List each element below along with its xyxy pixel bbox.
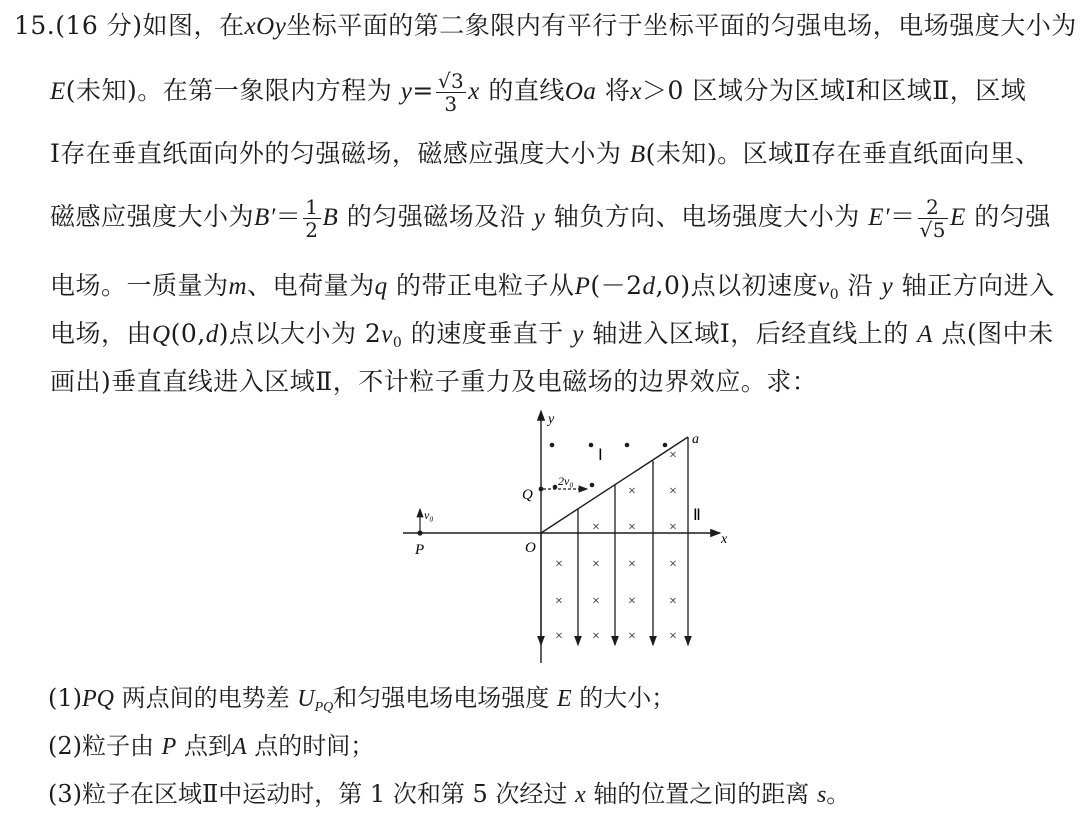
field-cross: × (669, 629, 677, 644)
region-2-label: Ⅱ (693, 507, 701, 524)
field-cross: × (555, 629, 563, 644)
field-dot (550, 443, 555, 448)
problem-line-7: 画出)垂直直线进入区域Ⅱ，不计粒子重力及电磁场的边界效应。求： (50, 367, 818, 396)
line-oa-label: a (692, 432, 699, 447)
question-1: (1)PQ 两点间的电势差 $U_{PQ}$和匀强电场电场强度 E 的大小； (48, 684, 676, 715)
field-cross: × (555, 557, 563, 572)
point-q (539, 487, 544, 492)
question-3: (3)粒子在区域Ⅱ中运动时，第 1 次和第 5 次经过 x 轴的位置之间的距离 s。 (48, 780, 851, 808)
fraction-sqrt3-over-3: $\frac{√3}{3}$ (437, 69, 465, 116)
problem-line-4: 磁感应强度大小为B′＝ $\frac{1}{2}$ B 的匀强磁场及沿 y 轴负方向、电场强度大小为 E′＝ $\frac{2}{√5}$ E 的匀强 (50, 195, 1051, 242)
problem-score: (16 分) (55, 11, 143, 40)
field-diagram (395, 405, 755, 673)
field-cross: × (669, 484, 677, 499)
field-cross: × (592, 557, 600, 572)
point-p-label: P (415, 542, 425, 558)
field-dot (590, 483, 595, 488)
fraction-1-over-2: $\frac{1}{2}$ (305, 195, 319, 242)
electric-field-lines (541, 437, 688, 645)
field-cross: × (555, 594, 563, 609)
field-cross: × (669, 557, 677, 572)
field-dot (663, 443, 668, 448)
y-axis-label: y (548, 412, 555, 427)
field-cross: × (628, 484, 636, 499)
origin-label: O (525, 540, 536, 556)
problem-line-3: Ⅰ存在垂直纸面向外的匀强磁场，磁感应强度大小为 B(未知)。区域Ⅱ存在垂直纸面向里、 (50, 139, 1041, 168)
field-cross: × (592, 629, 600, 644)
field-dot (625, 443, 630, 448)
field-cross: × (669, 448, 677, 463)
field-cross: × (628, 594, 636, 609)
field-cross: × (669, 520, 677, 535)
velocity-v0-label: v₀ (424, 508, 434, 522)
field-cross: × (628, 520, 636, 535)
field-cross: × (628, 629, 636, 644)
problem-line-6: 电场，由Q(0,d)点以大小为 $2v_0$ 的速度垂直于 y 轴进入区域Ⅰ，后经直线上的 A 点(图中未 (50, 319, 1054, 351)
field-cross: × (669, 594, 677, 609)
point-q-label: Q (522, 487, 533, 503)
x-axis-label: x (721, 532, 728, 547)
region-1-label: Ⅰ (598, 447, 603, 464)
problem-number: 15. (14, 11, 56, 40)
problem-line-2: E(未知)。在第一象限内方程为 y= $\frac{√3}{3}$ x 的直线Oa 将x＞0 区域分为区域Ⅰ和区域Ⅱ，区域 (50, 69, 1027, 116)
problem-line-1: 15.(16 分)如图，在xOy坐标平面的第二象限内有平行于坐标平面的匀强电场，电场强度大小为 (14, 11, 1077, 40)
point-p (417, 530, 422, 535)
field-dot (589, 443, 594, 448)
field-cross: × (628, 557, 636, 572)
field-cross: × (592, 520, 600, 535)
problem-line-5: 电场。一质量为m、电荷量为q 的带正电粒子从P(－2d,0)点以初速度$v_0$ 沿 y 轴正方向进入 (50, 271, 1055, 303)
velocity-2v0-label: 2v₀ (558, 474, 574, 488)
question-2: (2)粒子由 P 点到A 点的时间； (48, 732, 375, 760)
field-cross: × (592, 594, 600, 609)
fraction-2-over-sqrt5: $\frac{2}{√5}$ (919, 195, 946, 242)
